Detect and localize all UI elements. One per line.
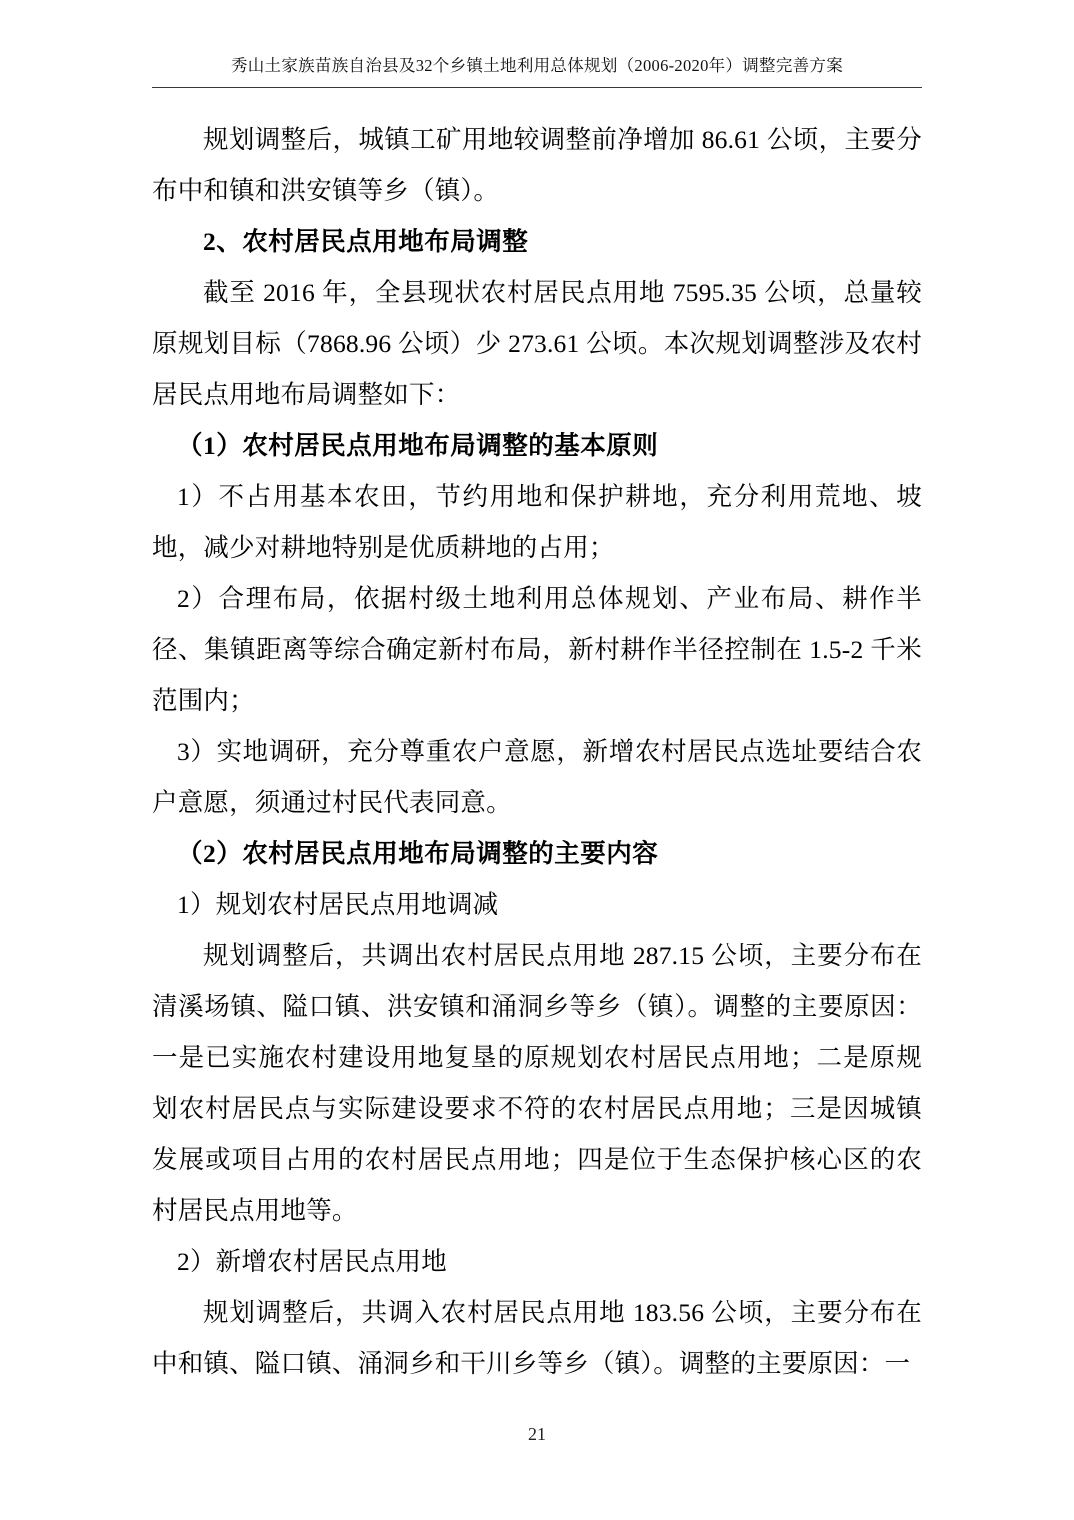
paragraph: 截至 2016 年，全县现状农村居民点用地 7595.35 公顷，总量较原规划目标（7868.96 公顷）少 273.61 公顷。本次规划调整涉及农村居民点用地布局调整如下： [152, 278, 922, 409]
running-header: 秀山土家族苗族自治县及32个乡镇土地利用总体规划（2006-2020年）调整完善方案 [230, 56, 844, 75]
list-item: 2）新增农村居民点用地 [177, 1247, 447, 1276]
body-text [152, 114, 922, 1389]
paragraph: 规划调整后，共调入农村居民点用地 183.56 公顷，主要分布在中和镇、隘口镇、涌洞乡和干川乡等乡（镇）。调整的主要原因：一 [152, 1298, 922, 1378]
list-item: 2）合理布局，依据村级土地利用总体规划、产业布局、耕作半径、集镇距离等综合确定新村布局，新村耕作半径控制在 1.5-2 千米范围内； [152, 584, 922, 715]
list-item: 1）不占用基本农田，节约用地和保护耕地，充分利用荒地、坡地，减少对耕地特别是优质耕地的占用； [152, 482, 922, 562]
paragraph: 规划调整后，共调出农村居民点用地 287.15 公顷，主要分布在清溪场镇、隘口镇、洪安镇和涌洞乡等乡（镇）。调整的主要原因：一是已实施农村建设用地复垦的原规划农村居民点用地；二是原规划农村居民点与实际建设要求不符的农村居民点用地；三是因城镇发展或项目占用的农村居民点用地；四是位于生态保护核心区的农村居民点用地等。 [152, 941, 922, 1225]
header-divider [152, 87, 922, 88]
paragraph: 规划调整后，城镇工矿用地较调整前净增加 86.61 公顷，主要分布中和镇和洪安镇等乡（镇）。 [152, 125, 922, 205]
page-content [152, 52, 922, 1389]
list-item: 1）规划农村居民点用地调减 [177, 890, 499, 919]
subsection-heading: （2）农村居民点用地布局调整的主要内容 [177, 839, 659, 868]
section-heading: 2、农村居民点用地布局调整 [203, 227, 529, 256]
subsection-heading: （1）农村居民点用地布局调整的基本原则 [177, 431, 659, 460]
page-number: 21 [528, 1424, 546, 1444]
list-item: 3）实地调研，充分尊重农户意愿，新增农村居民点选址要结合农户意愿，须通过村民代表同意。 [152, 737, 922, 817]
